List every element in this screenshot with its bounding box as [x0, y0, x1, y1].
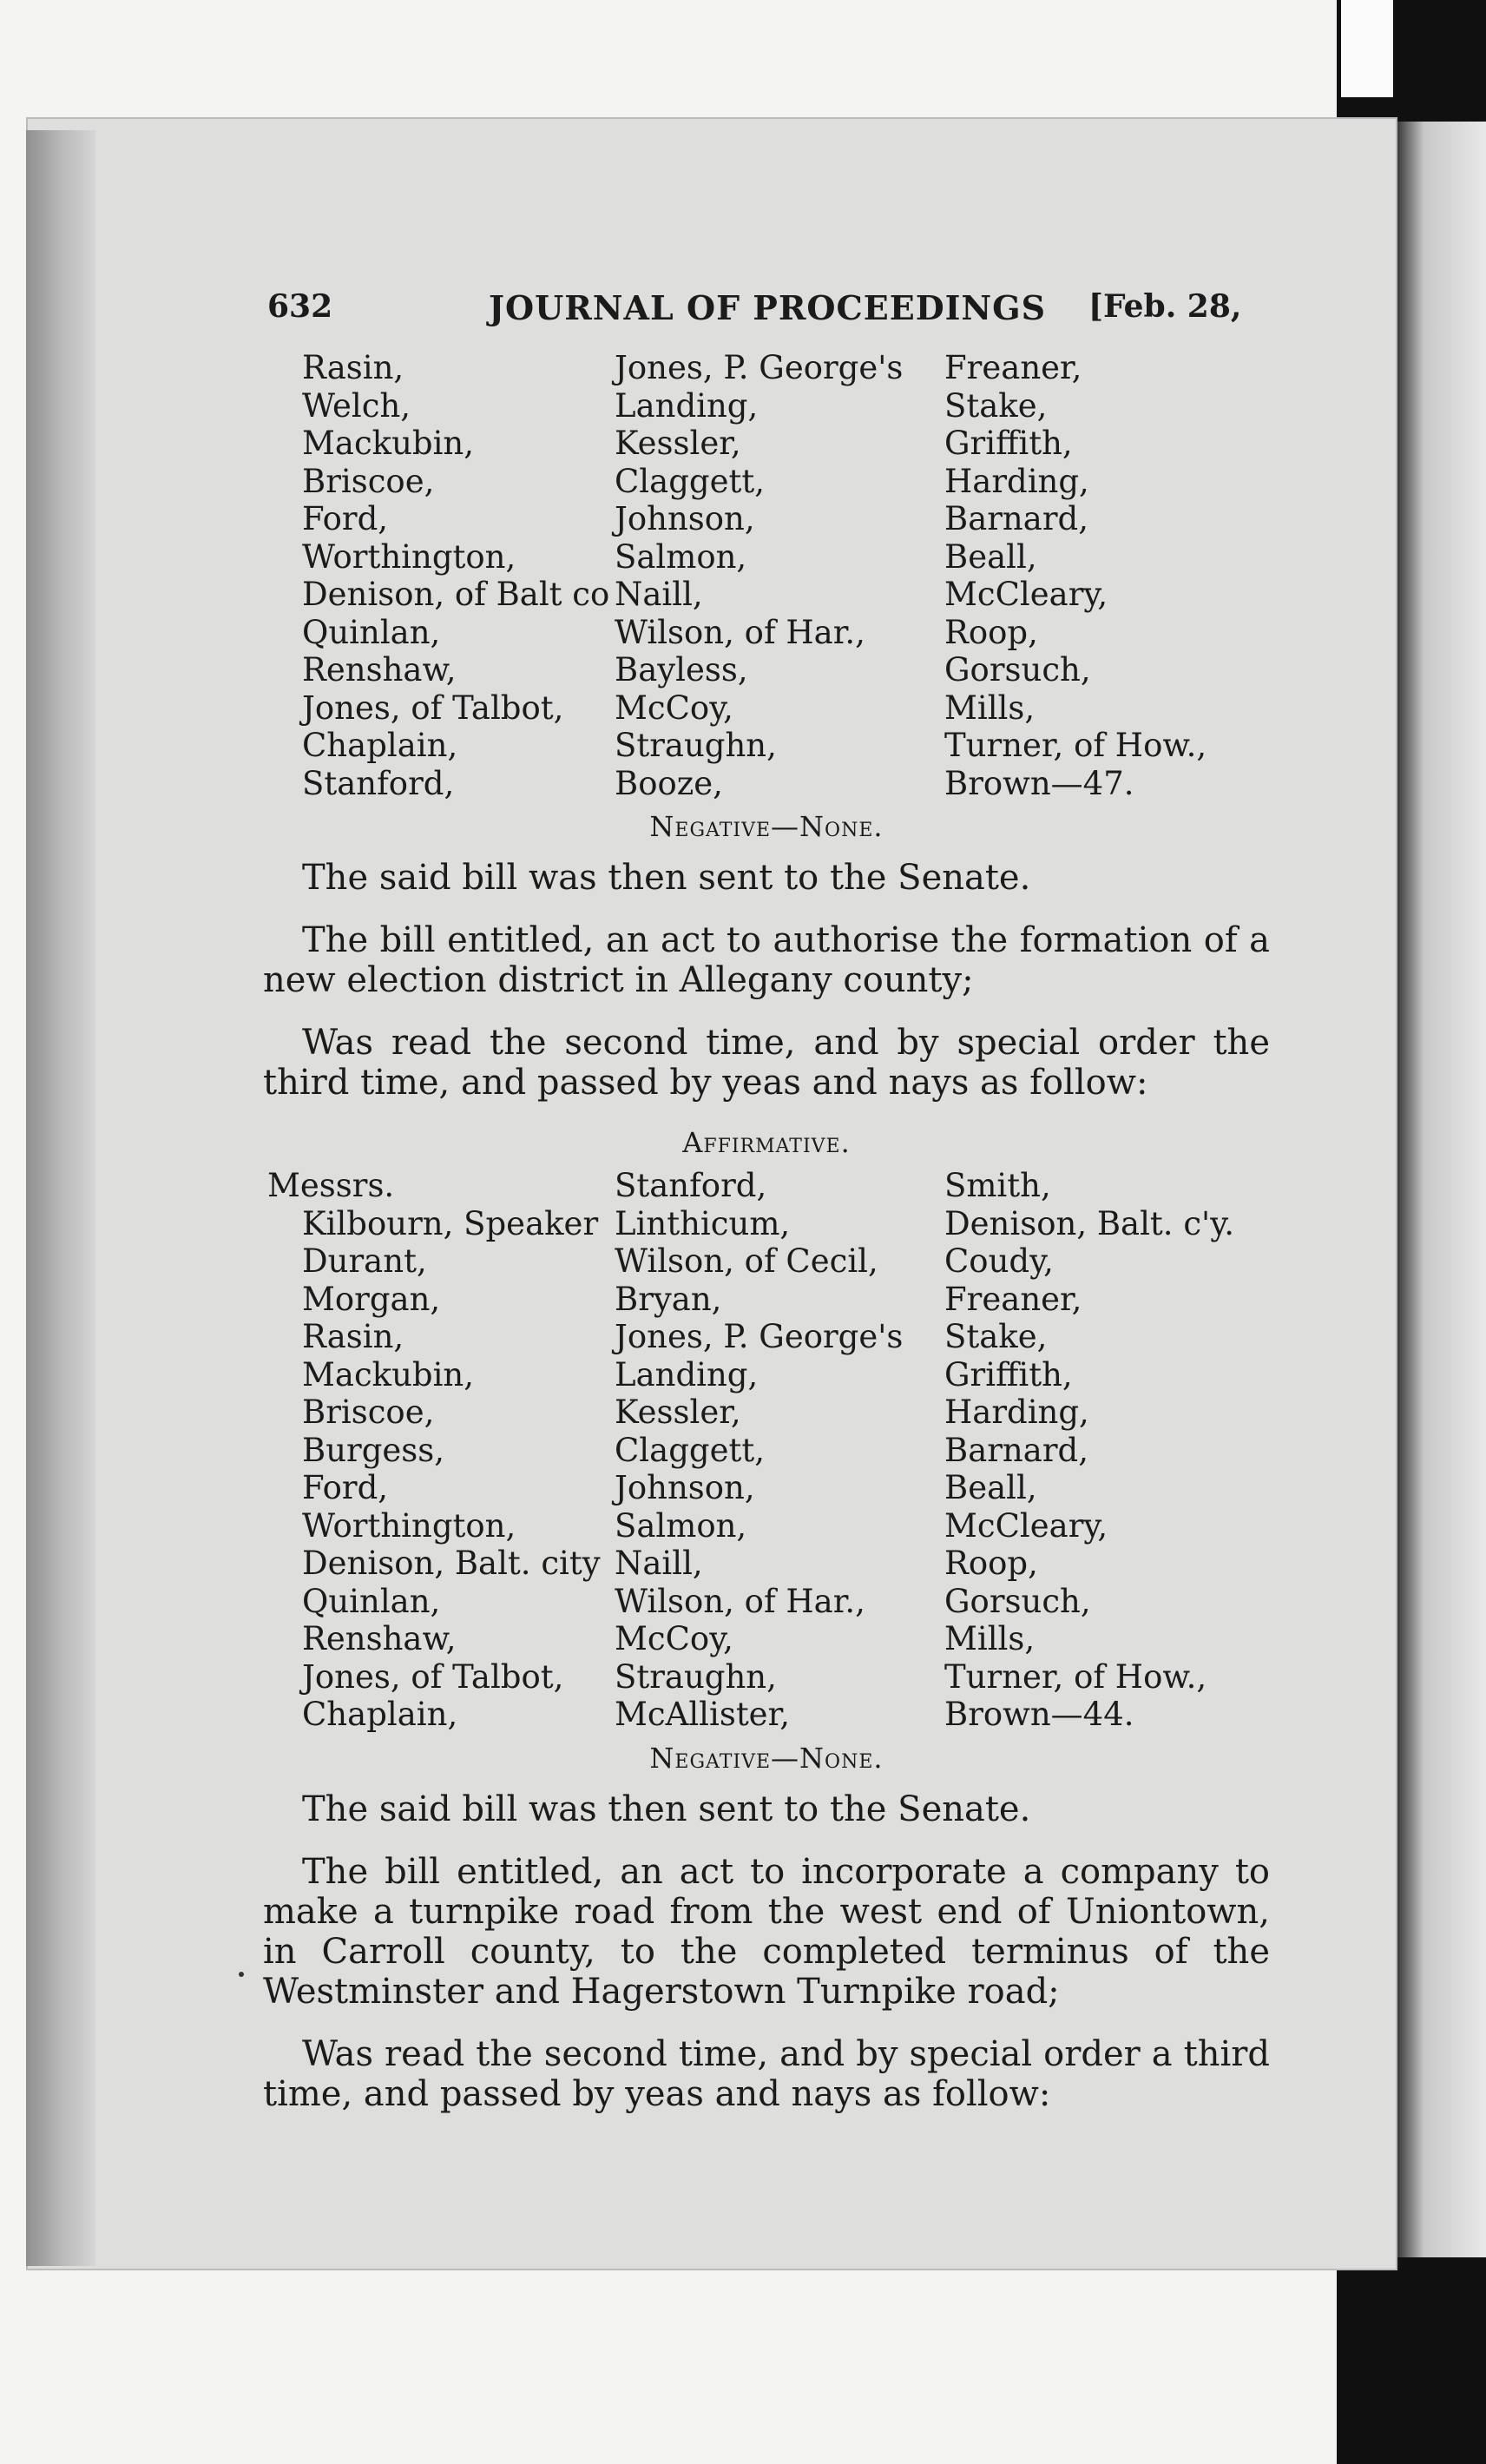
- member-name: Welch,: [302, 386, 411, 425]
- member-name: Kessler,: [615, 425, 741, 462]
- page-number: 632: [267, 288, 333, 325]
- member-name: Roop,: [944, 613, 1038, 651]
- member-name: Chaplain,: [302, 1696, 458, 1733]
- vote-list-1: [263, 349, 1270, 851]
- member-name: Jones, of Talbot,: [302, 688, 564, 727]
- member-name: Johnson,: [615, 1469, 755, 1506]
- member-name: Jones, P. George's: [615, 349, 904, 386]
- member-name: Beall,: [944, 537, 1037, 576]
- bill-title-2: The bill entitled, an act to authorise the formation of a new election district in Allegany county;: [263, 920, 1270, 1000]
- page-title: JOURNAL OF PROCEEDINGS: [489, 288, 1047, 327]
- member-name: Worthington,: [302, 1506, 516, 1545]
- member-name: Mackubin,: [302, 1355, 475, 1393]
- member-name: Gorsuch,: [944, 651, 1091, 688]
- member-name: Jones, of Talbot,: [302, 1657, 564, 1696]
- member-name: Mills,: [944, 1620, 1036, 1657]
- member-name: Salmon,: [615, 1506, 747, 1545]
- member-name: Morgan,: [302, 1280, 441, 1318]
- member-name: Beall,: [944, 1469, 1037, 1506]
- negative-line-1: [263, 802, 1270, 851]
- member-name: Booze,: [615, 764, 723, 802]
- member-name: Landing,: [615, 1355, 759, 1393]
- facing-page-edge: [1397, 122, 1486, 2257]
- member-name: Naill,: [615, 1545, 703, 1582]
- vote-list-2: [263, 1118, 1270, 1782]
- member-name: Naill,: [615, 576, 703, 613]
- member-name: Coudy,: [944, 1242, 1054, 1280]
- member-name: Durant,: [302, 1242, 427, 1280]
- member-name: Kilbourn, Speaker: [302, 1204, 599, 1242]
- member-name: Harding,: [944, 462, 1089, 500]
- member-name: Turner, of How.,: [944, 727, 1207, 764]
- member-name: Griffith,: [944, 1355, 1073, 1393]
- member-name: Worthington,: [302, 537, 516, 576]
- member-name: Renshaw,: [302, 1620, 457, 1657]
- page-date: [Feb. 28,: [1088, 288, 1242, 325]
- member-name: McCleary,: [944, 1506, 1108, 1545]
- member-name: Straughn,: [615, 1657, 777, 1696]
- member-name: Stanford,: [615, 1167, 767, 1204]
- member-name: Landing,: [615, 386, 759, 425]
- ink-speck: [239, 1972, 244, 1977]
- member-name: Quinlan,: [302, 613, 441, 651]
- member-name: Messrs.: [267, 1167, 395, 1204]
- member-name: Rasin,: [302, 349, 404, 386]
- member-name: Rasin,: [302, 1318, 404, 1355]
- member-name: Wilson, of Har.,: [615, 613, 865, 651]
- member-name: Stanford,: [302, 764, 455, 802]
- sent-to-senate-2: The said bill was then sent to the Senate.: [302, 1789, 1031, 1829]
- member-name: Kessler,: [615, 1393, 741, 1431]
- member-name: McAllister,: [615, 1696, 790, 1733]
- member-name: Claggett,: [615, 462, 765, 500]
- running-header: [263, 287, 1270, 339]
- member-name: Johnson,: [615, 500, 755, 537]
- member-name: Denison, of Balt co: [302, 576, 610, 613]
- scan-corner: [1341, 0, 1393, 97]
- member-name: Denison, Balt. c'y.: [944, 1204, 1234, 1242]
- member-name: Ford,: [302, 1469, 389, 1506]
- affirmative-heading: [263, 1118, 1270, 1167]
- member-name: Renshaw,: [302, 651, 457, 688]
- member-name: Smith,: [944, 1167, 1051, 1204]
- member-name: Griffith,: [944, 425, 1073, 462]
- member-name: McCleary,: [944, 576, 1108, 613]
- member-name: Quinlan,: [302, 1582, 441, 1620]
- page-content: [263, 287, 1270, 2114]
- member-name: Salmon,: [615, 537, 747, 576]
- member-name: Barnard,: [944, 1431, 1088, 1469]
- member-name: Freaner,: [944, 1280, 1082, 1318]
- bill-title-3: The bill entitled, an act to incorporate a company to make a turnpike road from the west end of Uniontown, in Carroll county, to the completed terminus of the Westminster and Hagerstown Turnpike road;: [263, 1851, 1270, 2012]
- member-name: Brown—47.: [944, 764, 1134, 802]
- yeas-grid-1: [263, 349, 1270, 802]
- member-name: McCoy,: [615, 688, 733, 727]
- member-name: Wilson, of Cecil,: [615, 1242, 878, 1280]
- member-name: Turner, of How.,: [944, 1657, 1207, 1696]
- member-name: Wilson, of Har.,: [615, 1582, 865, 1620]
- member-name: Bryan,: [615, 1280, 722, 1318]
- member-name: Mackubin,: [302, 425, 475, 462]
- member-name: Jones, P. George's: [615, 1318, 904, 1355]
- member-name: McCoy,: [615, 1620, 733, 1657]
- sent-to-senate-1: The said bill was then sent to the Senate.: [302, 858, 1031, 898]
- member-name: Chaplain,: [302, 727, 458, 764]
- member-name: Barnard,: [944, 500, 1088, 537]
- member-name: Briscoe,: [302, 462, 435, 500]
- affirmative-label: Affirmative.: [682, 1126, 851, 1159]
- negative-label: Negative—None.: [649, 810, 884, 843]
- yeas-grid-2: [263, 1167, 1270, 1734]
- member-name: Stake,: [944, 386, 1048, 425]
- member-name: Linthicum,: [615, 1204, 791, 1242]
- page-gutter-shadow: [26, 130, 95, 2266]
- member-name: Briscoe,: [302, 1393, 435, 1431]
- member-name: Harding,: [944, 1393, 1089, 1431]
- bill-reading-2: Was read the second time, and by special order the third time, and passed by yeas and nays as follow:: [263, 1023, 1270, 1103]
- member-name: Ford,: [302, 500, 389, 537]
- negative-label: Negative—None.: [649, 1741, 884, 1775]
- member-name: Claggett,: [615, 1431, 765, 1469]
- member-name: Straughn,: [615, 727, 777, 764]
- bill-reading-3: Was read the second time, and by special order a third time, and passed by yeas and nays as follow:: [263, 2033, 1270, 2114]
- member-name: Roop,: [944, 1545, 1038, 1582]
- member-name: Mills,: [944, 688, 1036, 727]
- member-name: Bayless,: [615, 651, 748, 688]
- member-name: Gorsuch,: [944, 1582, 1091, 1620]
- member-name: Stake,: [944, 1318, 1048, 1355]
- negative-line-2: [263, 1734, 1270, 1782]
- member-name: Brown—44.: [944, 1696, 1134, 1733]
- member-name: Denison, Balt. city: [302, 1545, 601, 1582]
- member-name: Burgess,: [302, 1431, 445, 1469]
- member-name: Freaner,: [944, 349, 1082, 386]
